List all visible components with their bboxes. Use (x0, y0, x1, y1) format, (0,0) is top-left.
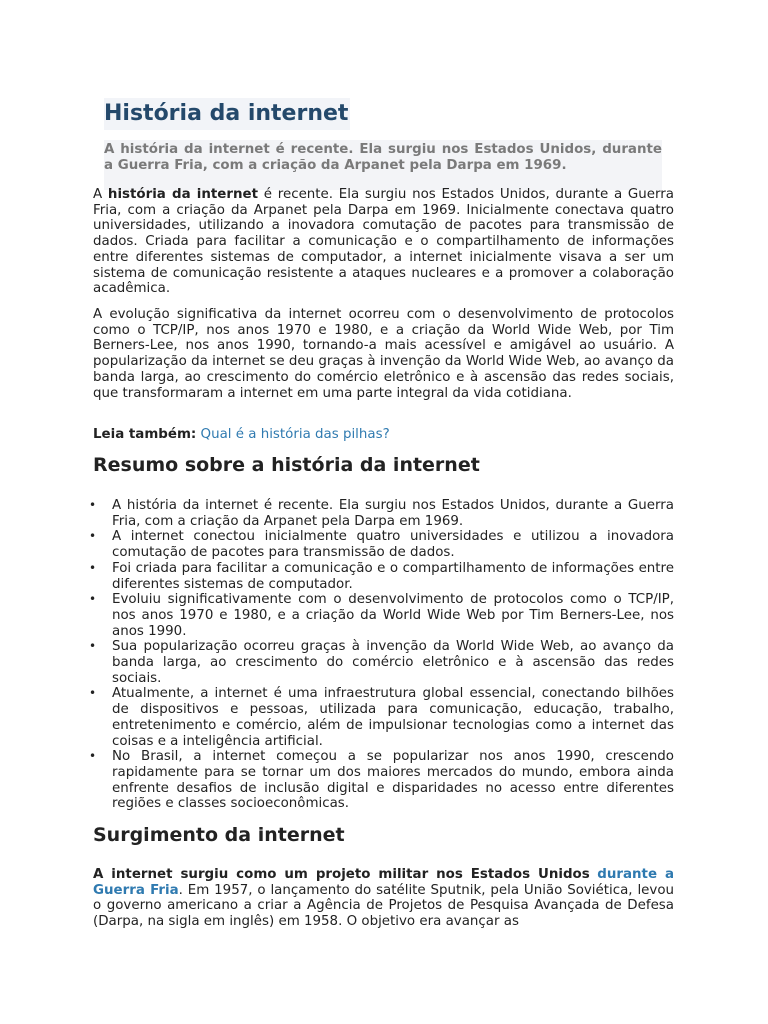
surgimento-text: . Em 1957, o lançamento do satélite Sputnik, pela União Soviética, levou o governo americano a criar a Agência de Projetos de Pesquisa Avançada de Defesa (Darpa, na sigla em inglês) em 1958. O objetivo era avançar as (93, 882, 675, 930)
summary-list (112, 498, 674, 812)
heading-surgimento: Surgimento da internet (93, 824, 345, 846)
read-also-link[interactable]: Qual é a história das pilhas? (200, 427, 390, 442)
list-item: • A história da internet é recente. Ela surgiu nos Estados Unidos, durante a Guerra Fria, com a criação da Arpanet pela Darpa em 1969. (112, 498, 674, 529)
lead-summary: A história da internet é recente. Ela surgiu nos Estados Unidos, durante a Guerra Fria, com a criação da Arpanet pela Darpa em 1969. (104, 140, 662, 190)
read-also-label: Leia também: (93, 427, 197, 442)
paragraph-intro (93, 187, 674, 297)
list-item: • A internet conectou inicialmente quatro universidades e utilizou a inovadora comutação de pacotes para transmissão de dados. (112, 529, 674, 560)
list-item: • Sua popularização ocorreu graças à invenção da World Wide Web, ao avanço da banda larga, ao crescimento do comércio eletrônico e à ascensão das redes sociais. (112, 639, 674, 686)
paragraph-surgimento (93, 867, 674, 930)
paragraph-evolution: A evolução significativa da internet ocorreu com o desenvolvimento de protocolos como o TCP/IP, nos anos 1970 e 1980, e a criação da World Wide Web, por Tim Berners-Lee, nos anos 1990, tornando-a mais acessível e amigável ao usuário. A popularização da internet se deu graças à invenção da World Wide Web, ao avanço da banda larga, ao crescimento do comércio eletrônico e à ascensão das redes sociais, que transformaram a internet em uma parte integral da vida cotidiana. (93, 307, 674, 401)
title-block (104, 98, 662, 190)
page-title: História da internet (104, 98, 350, 130)
intro-prefix: A (93, 187, 108, 202)
list-item: • Evoluiu significativamente com o desenvolvimento de protocolos como o TCP/IP, nos anos 1970 e 1980, e a criação da World Wide Web por Tim Berners-Lee, nos anos 1990. (112, 592, 674, 639)
list-item: • No Brasil, a internet começou a se popularizar nos anos 1990, crescendo rapidamente para se tornar um dos maiores mercados do mundo, embora ainda enfrente desafios de inclusão digital e disparidades no acesso entre diferentes regiões e classes socioeconômicas. (112, 749, 674, 812)
surgimento-bold: A internet surgiu como um projeto militar nos Estados Unidos (93, 867, 590, 882)
read-also (93, 427, 674, 443)
list-item: • Foi criada para facilitar a comunicação e o compartilhamento de informações entre diferentes sistemas de computador. (112, 561, 674, 592)
heading-resumo: Resumo sobre a história da internet (93, 454, 480, 476)
intro-text: é recente. Ela surgiu nos Estados Unidos, durante a Guerra Fria, com a criação da Arpanet pela Darpa em 1969. Inicialmente conectava quatro universidades, utilizando a inovadora comutação de pacotes para transmissão de dados. Criada para facilitar a comunicação e o compartilhamento de informações entre diferentes sistemas de computador, a internet inicialmente visava a ser um sistema de comunicação resistente a ataques nucleares e a promover a colaboração acadêmica. (93, 187, 674, 297)
intro-bold: história da internet (107, 187, 259, 202)
list-item: • Atualmente, a internet é uma infraestrutura global essencial, conectando bilhões de dispositivos e pessoas, utilizada para comunicação, educação, trabalho, entretenimento e comércio, além de impulsionar tecnologias como a internet das coisas e a inteligência artificial. (112, 686, 674, 749)
guerra-fria-link[interactable]: durante a Guerra Fria (93, 867, 674, 898)
